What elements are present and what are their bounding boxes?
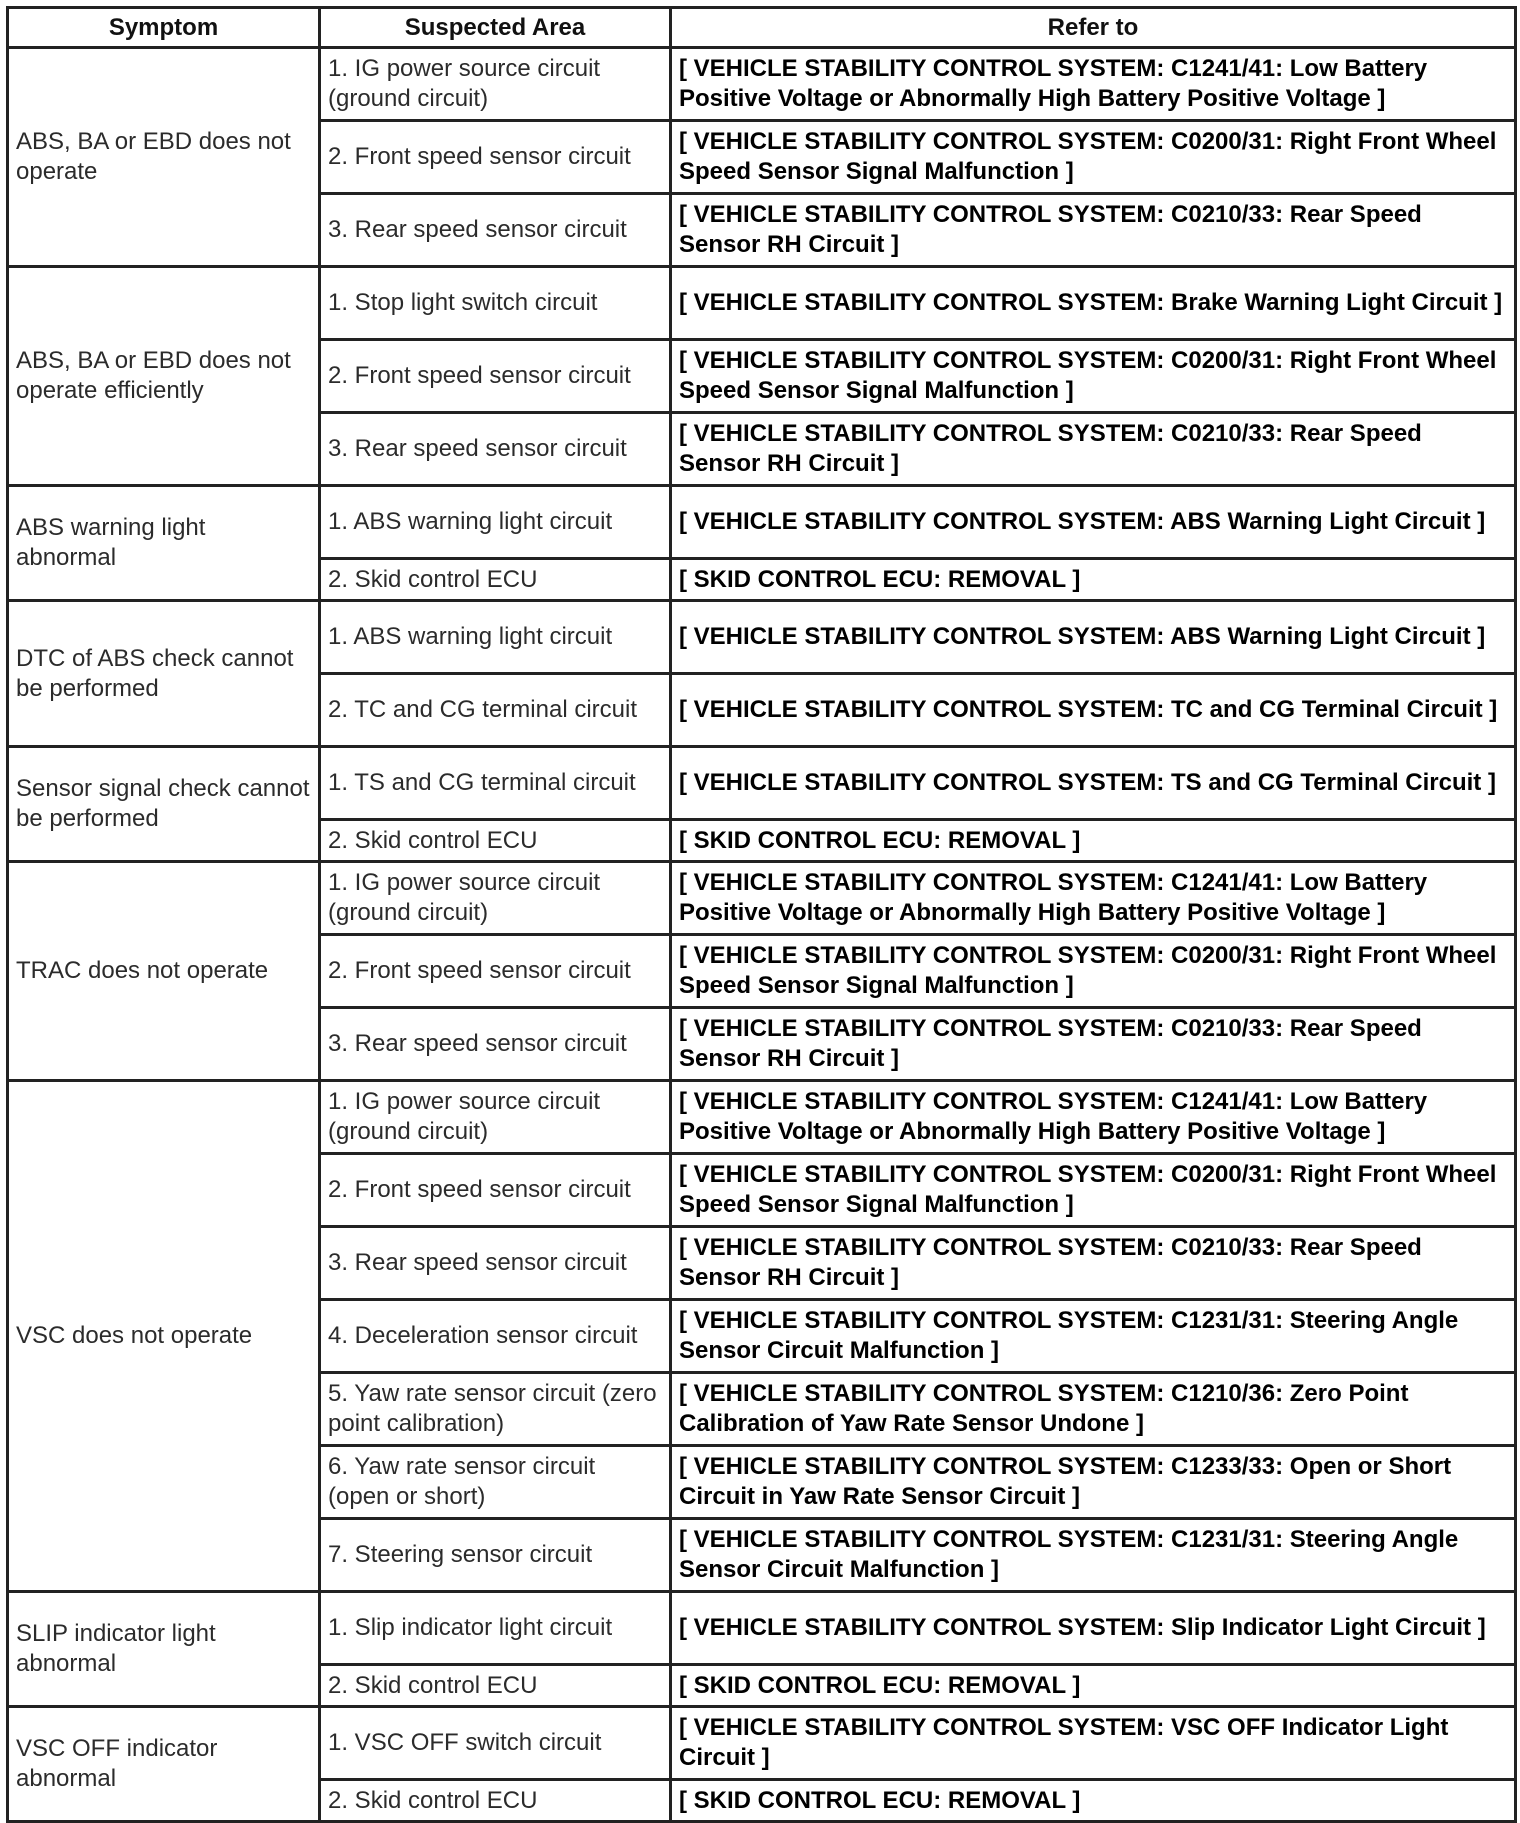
refer-link[interactable]: [ VEHICLE STABILITY CONTROL SYSTEM: C1241/41: Low Battery Positive Voltage or Abnormally High Battery Positive Voltage ] (671, 1081, 1516, 1154)
refer-link[interactable]: [ VEHICLE STABILITY CONTROL SYSTEM: C1231/31: Steering Angle Sensor Circuit Malfunction ] (671, 1300, 1516, 1373)
suspected-area-cell: 2. Skid control ECU (320, 1665, 671, 1707)
refer-link[interactable]: [ VEHICLE STABILITY CONTROL SYSTEM: C1210/36: Zero Point Calibration of Yaw Rate Sensor Undone ] (671, 1373, 1516, 1446)
suspected-area-cell: 2. Front speed sensor circuit (320, 121, 671, 194)
refer-link[interactable]: [ SKID CONTROL ECU: REMOVAL ] (671, 1780, 1516, 1822)
refer-link[interactable]: [ VEHICLE STABILITY CONTROL SYSTEM: C0200/31: Right Front Wheel Speed Sensor Signal Malfunction ] (671, 340, 1516, 413)
table-row (8, 862, 1516, 935)
symptom-cell: VSC does not operate (8, 1081, 320, 1592)
symptom-cell: SLIP indicator light abnormal (8, 1592, 320, 1707)
suspected-area-cell: 2. TC and CG terminal circuit (320, 674, 671, 747)
suspected-area-cell: 1. IG power source circuit (ground circuit) (320, 1081, 671, 1154)
symptom-cell: Sensor signal check cannot be performed (8, 747, 320, 862)
symptom-cell: ABS warning light abnormal (8, 486, 320, 601)
refer-link[interactable]: [ VEHICLE STABILITY CONTROL SYSTEM: C0200/31: Right Front Wheel Speed Sensor Signal Malfunction ] (671, 1154, 1516, 1227)
refer-link[interactable]: [ SKID CONTROL ECU: REMOVAL ] (671, 1665, 1516, 1707)
refer-link[interactable]: [ SKID CONTROL ECU: REMOVAL ] (671, 820, 1516, 862)
suspected-area-cell: 2. Front speed sensor circuit (320, 935, 671, 1008)
suspected-area-cell: 2. Front speed sensor circuit (320, 1154, 671, 1227)
refer-link[interactable]: [ VEHICLE STABILITY CONTROL SYSTEM: C0210/33: Rear Speed Sensor RH Circuit ] (671, 1227, 1516, 1300)
suspected-area-cell: 5. Yaw rate sensor circuit (zero point calibration) (320, 1373, 671, 1446)
suspected-area-cell: 1. VSC OFF switch circuit (320, 1707, 671, 1780)
suspected-area-cell: 1. ABS warning light circuit (320, 486, 671, 559)
refer-link[interactable]: [ VEHICLE STABILITY CONTROL SYSTEM: ABS Warning Light Circuit ] (671, 601, 1516, 674)
table-row (8, 1081, 1516, 1154)
table-row (8, 1707, 1516, 1780)
header-row (8, 8, 1516, 48)
table-row (8, 486, 1516, 559)
table-row (8, 601, 1516, 674)
suspected-area-cell: 2. Skid control ECU (320, 820, 671, 862)
suspected-area-cell: 1. IG power source circuit (ground circuit) (320, 48, 671, 121)
symptom-cell: DTC of ABS check cannot be performed (8, 601, 320, 747)
suspected-area-cell: 3. Rear speed sensor circuit (320, 1227, 671, 1300)
symptom-cell: ABS, BA or EBD does not operate (8, 48, 320, 267)
refer-link[interactable]: [ SKID CONTROL ECU: REMOVAL ] (671, 559, 1516, 601)
table-row (8, 48, 1516, 121)
refer-link[interactable]: [ VEHICLE STABILITY CONTROL SYSTEM: VSC OFF Indicator Light Circuit ] (671, 1707, 1516, 1780)
suspected-area-cell: 2. Skid control ECU (320, 559, 671, 601)
suspected-area-cell: 2. Front speed sensor circuit (320, 340, 671, 413)
suspected-area-cell: 3. Rear speed sensor circuit (320, 1008, 671, 1081)
suspected-area-cell: 6. Yaw rate sensor circuit (open or short) (320, 1446, 671, 1519)
table-row (8, 747, 1516, 820)
refer-link[interactable]: [ VEHICLE STABILITY CONTROL SYSTEM: C1241/41: Low Battery Positive Voltage or Abnormally High Battery Positive Voltage ] (671, 48, 1516, 121)
symptom-cell: ABS, BA or EBD does not operate efficiently (8, 267, 320, 486)
header-refer-to: Refer to (671, 8, 1516, 48)
suspected-area-cell: 4. Deceleration sensor circuit (320, 1300, 671, 1373)
refer-link[interactable]: [ VEHICLE STABILITY CONTROL SYSTEM: C0200/31: Right Front Wheel Speed Sensor Signal Malfunction ] (671, 121, 1516, 194)
refer-link[interactable]: [ VEHICLE STABILITY CONTROL SYSTEM: Slip Indicator Light Circuit ] (671, 1592, 1516, 1665)
suspected-area-cell: 7. Steering sensor circuit (320, 1519, 671, 1592)
suspected-area-cell: 1. ABS warning light circuit (320, 601, 671, 674)
refer-link[interactable]: [ VEHICLE STABILITY CONTROL SYSTEM: TS and CG Terminal Circuit ] (671, 747, 1516, 820)
suspected-area-cell: 1. Slip indicator light circuit (320, 1592, 671, 1665)
suspected-area-cell: 1. TS and CG terminal circuit (320, 747, 671, 820)
symptom-cell: VSC OFF indicator abnormal (8, 1707, 320, 1822)
symptom-cell: TRAC does not operate (8, 862, 320, 1081)
refer-link[interactable]: [ VEHICLE STABILITY CONTROL SYSTEM: Brake Warning Light Circuit ] (671, 267, 1516, 340)
refer-link[interactable]: [ VEHICLE STABILITY CONTROL SYSTEM: C0210/33: Rear Speed Sensor RH Circuit ] (671, 1008, 1516, 1081)
refer-link[interactable]: [ VEHICLE STABILITY CONTROL SYSTEM: TC and CG Terminal Circuit ] (671, 674, 1516, 747)
suspected-area-cell: 3. Rear speed sensor circuit (320, 194, 671, 267)
table-row (8, 1592, 1516, 1665)
table-row (8, 267, 1516, 340)
refer-link[interactable]: [ VEHICLE STABILITY CONTROL SYSTEM: C0210/33: Rear Speed Sensor RH Circuit ] (671, 413, 1516, 486)
refer-link[interactable]: [ VEHICLE STABILITY CONTROL SYSTEM: C0210/33: Rear Speed Sensor RH Circuit ] (671, 194, 1516, 267)
refer-link[interactable]: [ VEHICLE STABILITY CONTROL SYSTEM: C1241/41: Low Battery Positive Voltage or Abnormally High Battery Positive Voltage ] (671, 862, 1516, 935)
header-symptom: Symptom (8, 8, 320, 48)
refer-link[interactable]: [ VEHICLE STABILITY CONTROL SYSTEM: ABS Warning Light Circuit ] (671, 486, 1516, 559)
diagnosis-table (6, 6, 1517, 1823)
refer-link[interactable]: [ VEHICLE STABILITY CONTROL SYSTEM: C1231/31: Steering Angle Sensor Circuit Malfunction ] (671, 1519, 1516, 1592)
suspected-area-cell: 1. IG power source circuit (ground circuit) (320, 862, 671, 935)
refer-link[interactable]: [ VEHICLE STABILITY CONTROL SYSTEM: C1233/33: Open or Short Circuit in Yaw Rate Sensor Circuit ] (671, 1446, 1516, 1519)
suspected-area-cell: 1. Stop light switch circuit (320, 267, 671, 340)
refer-link[interactable]: [ VEHICLE STABILITY CONTROL SYSTEM: C0200/31: Right Front Wheel Speed Sensor Signal Malfunction ] (671, 935, 1516, 1008)
suspected-area-cell: 3. Rear speed sensor circuit (320, 413, 671, 486)
header-suspected-area: Suspected Area (320, 8, 671, 48)
suspected-area-cell: 2. Skid control ECU (320, 1780, 671, 1822)
